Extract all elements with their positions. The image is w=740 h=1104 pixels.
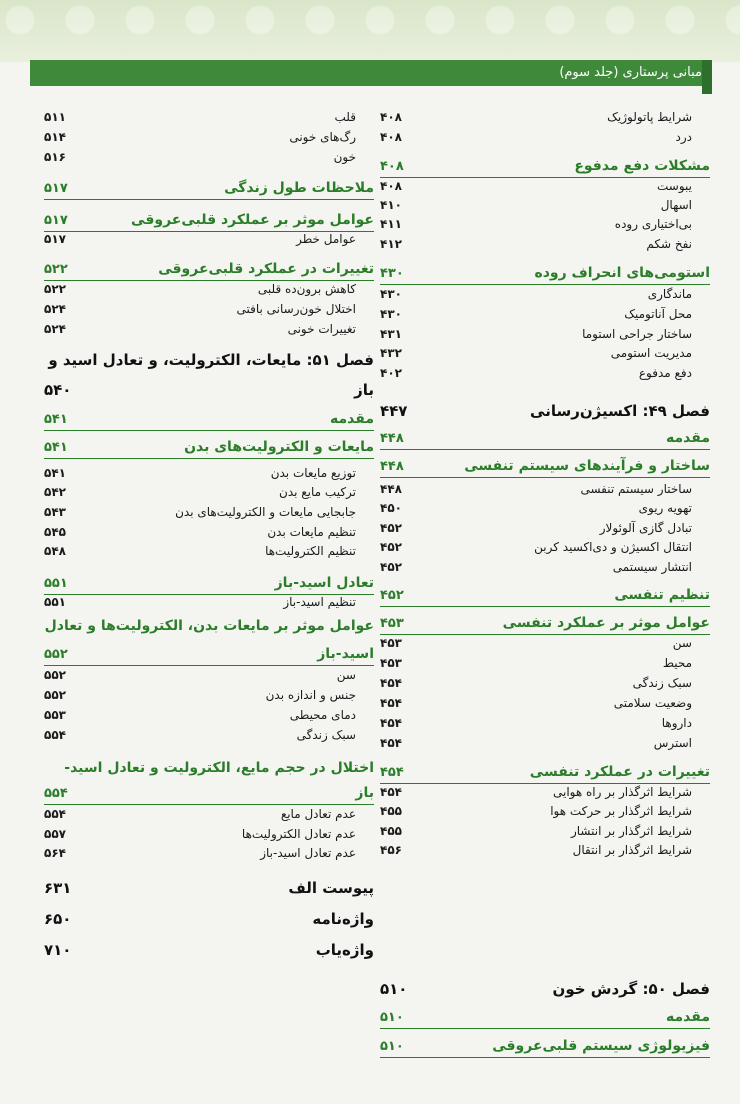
left_column-toc-entry[interactable] — [44, 879, 374, 897]
toc-entry-title: قلب — [334, 110, 356, 124]
toc-entry-page-number: ۴۵۳ — [380, 616, 404, 631]
right_column-toc-entry[interactable] — [380, 198, 710, 212]
right_column-toc-entry[interactable] — [380, 501, 710, 515]
toc-entry-title: تغییرات در عملکرد تنفسی — [529, 764, 710, 780]
toc-entry-title: عدم تعادل الکترولیت‌ها — [241, 827, 356, 841]
toc-entry-page-number: ۴۳۰ — [380, 307, 402, 321]
right_column-toc-entry[interactable] — [380, 716, 710, 730]
right_column-toc-entry[interactable] — [380, 130, 710, 144]
left_column-toc-entry[interactable] — [44, 728, 374, 742]
toc-entry-page-number: ۴۴۸ — [380, 459, 404, 474]
toc-entry-title: استومی‌های انحراف روده — [534, 265, 710, 281]
toc-entry-title: مدیریت استومی — [610, 346, 692, 360]
toc-entry-page-number: ۴۵۲ — [380, 588, 404, 603]
toc-entry-page-number: ۴۵۶ — [380, 843, 402, 857]
toc-entry-title: دفع مدفوع — [638, 366, 692, 380]
left_column-toc-entry[interactable] — [44, 910, 374, 928]
left_column-toc-entry[interactable] — [44, 846, 374, 860]
toc-entry-title: داروها — [661, 716, 692, 730]
toc-entry-title: یبوست — [657, 179, 692, 193]
toc-entry-page-number: ۵۴۰ — [44, 381, 72, 399]
toc-entry-title: دمای محیطی — [289, 708, 356, 722]
toc-entry-title: عوامل موثر بر عملکرد قلبی‌عروقی — [131, 212, 374, 228]
right_column-toc-entry[interactable] — [380, 615, 710, 631]
toc-entry-title: تبادل گازی آلوئولار — [599, 521, 692, 535]
left_column-toc-entry-line1[interactable]: اختلال در حجم مایع، الکترولیت و تعادل اسید- — [64, 760, 374, 776]
left_column-toc-entry[interactable] — [44, 212, 374, 228]
toc-entry-page-number: ۴۳۱ — [380, 327, 402, 341]
right_column-toc-entry[interactable] — [380, 158, 710, 174]
toc-entry-title: وضعیت سلامتی — [613, 696, 692, 710]
right_column-toc-entry[interactable] — [380, 676, 710, 690]
toc-entry-page-number: ۵۵۱ — [44, 595, 66, 609]
right_column-toc-entry[interactable] — [380, 696, 710, 710]
toc-entry-title: محیط — [662, 656, 692, 670]
toc-entry-page-number: ۵۵۷ — [44, 827, 66, 841]
toc-entry-title: رگ‌های خونی — [289, 130, 356, 144]
toc-entry-page-number: ۴۵۲ — [380, 521, 402, 535]
toc-right-column — [380, 95, 710, 1095]
toc-entry-page-number: ۵۱۶ — [44, 150, 66, 164]
toc-entry-page-number: ۴۰۸ — [380, 159, 404, 174]
section-underline — [380, 477, 710, 478]
toc-entry-page-number: ۵۲۴ — [44, 302, 66, 316]
toc-entry-page-number: ۴۵۰ — [380, 501, 402, 515]
toc-entry-title: ترکیب مایع بدن — [279, 485, 356, 499]
left_column-toc-entry[interactable] — [44, 232, 374, 246]
toc-entry-title: درد — [675, 130, 692, 144]
toc-entry-page-number: ۴۳۰ — [380, 266, 404, 281]
left_column-toc-entry[interactable] — [44, 505, 374, 519]
toc-entry-title: مقدمه — [666, 1009, 710, 1025]
toc-entry-page-number: ۵۵۲ — [44, 688, 66, 702]
section-underline — [380, 783, 710, 784]
toc-entry-page-number: ۴۱۱ — [380, 217, 402, 231]
toc-entry-page-number: ۴۱۰ — [380, 198, 402, 212]
toc-entry-title: تغییرات در عملکرد قلبی‌عروقی — [158, 261, 374, 277]
toc-entry-page-number: ۴۰۸ — [380, 179, 402, 193]
left_column-toc-entry[interactable] — [44, 708, 374, 722]
toc-entry-title: مایعات و الکترولیت‌های بدن — [184, 439, 374, 455]
toc-entry-page-number: ۵۴۱ — [44, 412, 68, 427]
left_column-toc-entry[interactable] — [44, 668, 374, 682]
toc-entry-page-number: ۵۱۰ — [380, 1039, 404, 1054]
toc-entry-title: ساختار و فرآیندهای سیستم تنفسی — [464, 458, 710, 474]
section-underline — [44, 804, 374, 805]
right_column-toc-entry[interactable] — [380, 636, 710, 650]
right_column-toc-entry[interactable] — [380, 366, 710, 380]
toc-entry-title: شرایط اثرگذار بر انتقال — [572, 843, 692, 857]
right_column-toc-entry[interactable] — [380, 402, 710, 420]
toc-entry-page-number: ۶۳۱ — [44, 879, 72, 897]
toc-entry-page-number: ۴۴۷ — [380, 402, 408, 420]
toc-entry-page-number: ۴۵۴ — [380, 716, 402, 730]
left_column-toc-entry[interactable] — [44, 110, 374, 124]
toc-entry-title: بی‌اختیاری روده — [614, 217, 692, 231]
left_column-toc-entry[interactable] — [44, 130, 374, 144]
book-title: مبانی پرستاری (جلد سوم) — [559, 65, 702, 80]
toc-entry-title: سن — [336, 668, 356, 682]
section-underline — [44, 430, 374, 431]
toc-entry-title: ساختار جراحی استوما — [582, 327, 692, 341]
toc-entry-title: پیوست الف — [288, 879, 374, 897]
section-underline — [44, 280, 374, 281]
right_column-toc-entry[interactable] — [380, 521, 710, 535]
left_column-toc-entry-line1[interactable]: فصل ۵۱: مایعات، الکترولیت، و تعادل اسید و — [48, 351, 374, 369]
toc-entry-title: تنظیم تنفسی — [614, 587, 710, 603]
toc-entry-page-number: ۴۴۸ — [380, 431, 404, 446]
right_column-toc-entry[interactable] — [380, 804, 710, 818]
toc-entry-page-number: ۵۵۴ — [44, 786, 68, 801]
section-underline — [44, 665, 374, 666]
right_column-toc-entry[interactable] — [380, 560, 710, 574]
left_column-toc-entry[interactable] — [44, 575, 374, 591]
section-underline — [380, 606, 710, 607]
toc-entry-title: واژه‌نامه — [312, 910, 374, 928]
toc-entry-page-number: ۵۵۲ — [44, 668, 66, 682]
top-decorative-pattern — [0, 0, 740, 62]
toc-entry-page-number: ۵۴۱ — [44, 440, 68, 455]
toc-entry-page-number: ۵۵۳ — [44, 708, 66, 722]
toc-entry-title: ساختار سیستم تنفسی — [580, 482, 692, 496]
toc-entry-page-number: ۴۵۳ — [380, 636, 402, 650]
toc-entry-page-number: ۵۴۸ — [44, 544, 66, 558]
toc-entry-page-number: ۵۲۲ — [44, 262, 68, 277]
left_column-toc-entry-line2[interactable] — [44, 381, 374, 399]
section-underline — [44, 458, 374, 459]
left_column-toc-entry[interactable] — [44, 261, 374, 277]
toc-entry-page-number: ۵۲۴ — [44, 322, 66, 336]
left_column-toc-entry[interactable] — [44, 302, 374, 316]
left_column-toc-entry[interactable] — [44, 180, 374, 196]
right_column-toc-entry[interactable] — [380, 217, 710, 231]
left_column-toc-entry[interactable] — [44, 282, 374, 296]
left_column-toc-entry[interactable] — [44, 411, 374, 427]
left_column-toc-entry[interactable] — [44, 322, 374, 336]
toc-entry-page-number: ۴۵۴ — [380, 765, 404, 780]
toc-entry-page-number: ۴۵۴ — [380, 676, 402, 690]
right_column-toc-entry[interactable] — [380, 656, 710, 670]
toc-entry-title: سبک زندگی — [632, 676, 692, 690]
toc-entry-title: تهویه ریوی — [638, 501, 692, 515]
toc-entry-title: سبک زندگی — [296, 728, 356, 742]
right_column-toc-entry[interactable] — [380, 824, 710, 838]
toc-entry-page-number: ۴۵۲ — [380, 560, 402, 574]
right_column-toc-entry[interactable] — [380, 1009, 710, 1025]
section-underline — [380, 177, 710, 178]
toc-entry-title: عدم تعادل اسید-باز — [260, 846, 356, 860]
left_column-toc-entry[interactable] — [44, 485, 374, 499]
toc-entry-page-number: ۴۵۴ — [380, 696, 402, 710]
toc-entry-page-number: ۴۵۴ — [380, 736, 402, 750]
toc-entry-title: تنظیم مایعات بدن — [267, 525, 356, 539]
toc-entry-title: مقدمه — [666, 430, 710, 446]
toc-entry-title: عوامل خطر — [296, 232, 356, 246]
left_column-toc-entry-line2[interactable] — [44, 785, 374, 801]
left_column-toc-entry[interactable] — [44, 466, 374, 480]
toc-entry-page-number: ۵۱۰ — [380, 980, 408, 998]
left_column-toc-entry[interactable] — [44, 941, 374, 959]
toc-entry-page-number: ۴۵۵ — [380, 824, 402, 838]
toc-entry-title: شرایط اثرگذار بر حرکت هوا — [550, 804, 692, 818]
section-underline — [380, 1028, 710, 1029]
toc-entry-title: شرایط اثرگذار بر انتشار — [570, 824, 692, 838]
right_column-toc-entry[interactable] — [380, 764, 710, 780]
toc-entry-title: فصل ۴۹: اکسیژن‌رسانی — [530, 402, 710, 420]
right_column-toc-entry[interactable] — [380, 110, 710, 124]
toc-entry-page-number: ۴۰۸ — [380, 110, 402, 124]
toc-entry-page-number: ۵۵۲ — [44, 647, 68, 662]
toc-entry-title: جنس و اندازه بدن — [265, 688, 356, 702]
right_column-toc-entry[interactable] — [380, 482, 710, 496]
right_column-toc-entry[interactable] — [380, 430, 710, 446]
toc-entry-title: عوامل موثر بر عملکرد تنفسی — [502, 615, 710, 631]
toc-entry-title: انتقال اکسیژن و دی‌اکسید کربن — [534, 540, 692, 554]
toc-entry-page-number: ۵۴۳ — [44, 505, 66, 519]
right_column-toc-entry[interactable] — [380, 287, 710, 301]
right_column-toc-entry[interactable] — [380, 980, 710, 998]
right_column-toc-entry[interactable] — [380, 327, 710, 341]
right_column-toc-entry[interactable] — [380, 179, 710, 193]
toc-entry-title: سن — [672, 636, 692, 650]
toc-entry-title-continued: اسید-باز — [317, 646, 374, 662]
left_column-toc-entry[interactable] — [44, 544, 374, 558]
right_column-toc-entry[interactable] — [380, 736, 710, 750]
section-underline — [380, 634, 710, 635]
toc-entry-title: جابجایی مایعات و الکترولیت‌های بدن — [175, 505, 356, 519]
toc-entry-page-number: ۴۳۲ — [380, 346, 402, 360]
left_column-toc-entry[interactable] — [44, 150, 374, 164]
toc-entry-title: مشکلات دفع مدفوع — [574, 158, 710, 174]
left_column-toc-entry[interactable] — [44, 439, 374, 455]
toc-entry-title: اسهال — [660, 198, 692, 212]
right_column-toc-entry[interactable] — [380, 346, 710, 360]
section-underline — [44, 199, 374, 200]
toc-entry-page-number: ۴۵۲ — [380, 540, 402, 554]
toc-entry-title: تغییرات خونی — [287, 322, 356, 336]
toc-entry-page-number: ۴۵۳ — [380, 656, 402, 670]
right_column-toc-entry[interactable] — [380, 540, 710, 554]
toc-entry-page-number: ۵۶۴ — [44, 846, 66, 860]
toc-entry-title: نفخ شکم — [646, 237, 692, 251]
toc-entry-title: تنظیم الکترولیت‌ها — [265, 544, 356, 558]
toc-entry-page-number: ۵۱۷ — [44, 181, 68, 196]
toc-entry-page-number: ۵۵۱ — [44, 576, 68, 591]
toc-entry-title: عدم تعادل مایع — [280, 807, 356, 821]
section-underline — [380, 1057, 710, 1058]
toc-entry-page-number: ۵۱۷ — [44, 213, 68, 228]
right_column-toc-entry[interactable] — [380, 587, 710, 603]
right_column-toc-entry[interactable] — [380, 307, 710, 321]
toc-entry-title: استرس — [653, 736, 692, 750]
toc-entry-page-number: ۵۱۷ — [44, 232, 66, 246]
toc-entry-page-number: ۴۰۸ — [380, 130, 402, 144]
header-tab-marker — [702, 60, 712, 94]
toc-entry-title: خون — [333, 150, 356, 164]
toc-entry-title: تنظیم اسید-باز — [283, 595, 356, 609]
toc-entry-page-number: ۵۵۴ — [44, 728, 66, 742]
toc-entry-page-number: ۵۵۴ — [44, 807, 66, 821]
right_column-toc-entry[interactable] — [380, 265, 710, 281]
toc-entry-page-number: ۴۵۴ — [380, 785, 402, 799]
toc-entry-page-number: ۵۴۵ — [44, 525, 66, 539]
toc-entry-title: ماندگاری — [647, 287, 692, 301]
toc-entry-title: توزیع مایعات بدن — [270, 466, 356, 480]
toc-entry-page-number: ۵۱۰ — [380, 1010, 404, 1025]
toc-entry-title: تعادل اسید-باز — [274, 575, 374, 591]
toc-entry-page-number: ۴۴۸ — [380, 482, 402, 496]
left_column-toc-entry-line2[interactable] — [44, 646, 374, 662]
toc-entry-title: شرایط اثرگذار بر راه هوایی — [552, 785, 692, 799]
toc-entry-title: مقدمه — [330, 411, 374, 427]
toc-entry-page-number: ۴۳۰ — [380, 287, 402, 301]
toc-entry-title: فصل ۵۰: گردش خون — [552, 980, 710, 998]
right_column-toc-entry[interactable] — [380, 237, 710, 251]
toc-entry-page-number: ۵۱۴ — [44, 130, 66, 144]
toc-entry-page-number: ۴۵۵ — [380, 804, 402, 818]
section-underline — [380, 284, 710, 285]
left_column-toc-entry-line1[interactable]: عوامل موثر بر مایعات بدن، الکترولیت‌ها و تعادل — [44, 618, 374, 634]
toc-entry-title: فیزیولوژی سیستم قلبی‌عروقی — [492, 1038, 710, 1054]
toc-entry-page-number: ۶۵۰ — [44, 910, 72, 928]
left_column-toc-entry[interactable] — [44, 595, 374, 609]
right_column-toc-entry[interactable] — [380, 785, 710, 799]
toc-entry-title: اختلال خون‌رسانی بافتی — [236, 302, 356, 316]
toc-entry-page-number: ۵۴۱ — [44, 466, 66, 480]
section-underline — [380, 449, 710, 450]
toc-entry-title: واژه‌یاب — [315, 941, 374, 959]
toc-entry-page-number: ۵۴۲ — [44, 485, 66, 499]
toc-entry-title: انتشار سیستمی — [612, 560, 692, 574]
left_column-toc-entry[interactable] — [44, 525, 374, 539]
toc-entry-title: شرایط پاتولوژیک — [607, 110, 692, 124]
toc-entry-title: ملاحظات طول زندگی — [224, 180, 374, 196]
left_column-toc-entry[interactable] — [44, 807, 374, 821]
right_column-toc-entry[interactable] — [380, 458, 710, 474]
toc-entry-page-number: ۴۰۲ — [380, 366, 402, 380]
toc-entry-title: محل آناتومیک — [624, 307, 692, 321]
right_column-toc-entry[interactable] — [380, 843, 710, 857]
toc-entry-page-number: ۷۱۰ — [44, 941, 72, 959]
toc-entry-title-continued: باز — [355, 785, 374, 801]
toc-entry-title-continued: باز — [354, 381, 374, 399]
toc-left-column — [44, 95, 374, 1095]
right_column-toc-entry[interactable] — [380, 1038, 710, 1054]
left_column-toc-entry[interactable] — [44, 688, 374, 702]
toc-entry-title: کاهش برون‌ده قلبی — [257, 282, 356, 296]
left_column-toc-entry[interactable] — [44, 827, 374, 841]
toc-entry-page-number: ۵۲۲ — [44, 282, 66, 296]
toc-entry-page-number: ۴۱۲ — [380, 237, 402, 251]
toc-entry-page-number: ۵۱۱ — [44, 110, 66, 124]
